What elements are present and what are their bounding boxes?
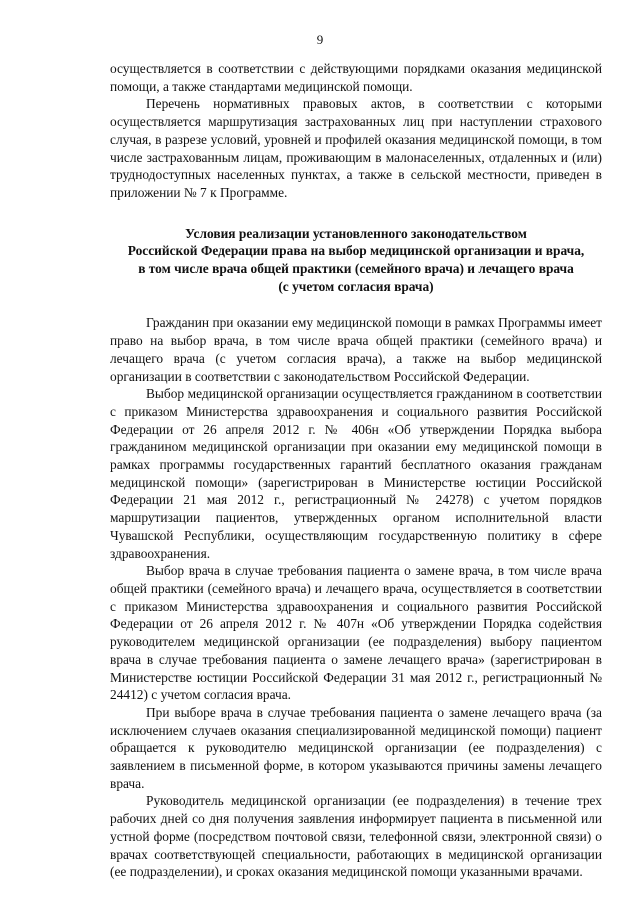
section-heading-line: Российской Федерации права на выбор медицинской организации и врача, [127,243,585,259]
intro-paragraph-continued: осуществляется в соответствии с действующими порядками оказания медицинской помощи, а также стандартами медицинской помощи. [110,61,602,94]
paragraph-replacement-request: При выборе врача в случае требования пациента о замене лечащего врача (за исключением случаев оказания специализированной медицинской помощи) пациент обращается к руководителю медицинской организации (ее подразделения) с заявлением в письменной форме, в котором указываются причины замены лечащего врача. [110,704,602,791]
paragraph-right-to-choose: Гражданин при оказании ему медицинской помощи в рамках Программы имеет право на выбор врача, в том числе врача общей практики (семейного врача) и лечащего врача (с учетом согласия врача), а также на выбор медицинской организации в соответствии с законодательством Российской Федерации. [110,315,602,384]
page-number: 9 [316,32,324,47]
intro-paragraph-routing-acts: Перечень нормативных правовых актов, в соответствии с которыми осуществляется маршрутизация застрахованных лиц при наступлении страхового случая, в разрезе условий, уровней и профилей оказания медицинской помощи, в том числе застрахованным лицам, проживающим в малонаселенных, отдаленных и (или) труднодоступных населенных пунктах, а также в сельской местности, приведен в приложении № 7 к Программе. [110,96,602,200]
paragraph-choice-of-doctor: Выбор врача в случае требования пациента о замене врача, в том числе врача общей практики (семейного врача) и лечащего врача, осуществляется в соответствии с приказом Министерства здравоохранения и социального развития Российской Федерации от 26 апреля 2012 г. № 407н «Об утверждении Порядка содействия руководителем медицинской организации (ее подразделения) выбору пациентом врача в случае требования пациента о замене лечащего врача» (зарегистрирован в Министерстве юстиции Российской Федерации 31 мая 2012 г., регистрационный № 24412) с учетом согласия врача. [110,563,602,703]
section-heading [110,225,602,296]
paragraph-head-informs-patient: Руководитель медицинской организации (ее подразделения) в течение трех рабочих дней со дня получения заявления информирует пациента в письменной или устной форме (посредством почтовой связи, телефонной связи, электронной связи) о врачах соответствующей специальности, работающих в медицинской организации (ее подразделении), и сроках оказания медицинской помощи указанными врачами. [110,793,602,880]
document-body [110,60,602,881]
section-heading-line: Условия реализации установленного законодательством [185,225,527,241]
paragraph-choice-of-organization: Выбор медицинской организации осуществляется гражданином в соответствии с приказом Министерства здравоохранения и социального развития Российской Федерации от 26 апреля 2012 г. № 406н «Об утверждении Порядка выбора гражданином медицинской организации при оказании ему медицинской помощи в рамках программы государственных гарантий бесплатного оказания гражданам медицинской помощи» (зарегистрирован в Министерстве юстиции Российской Федерации 21 мая 2012 г., регистрационный № 24278) с учетом порядков маршрутизации пациентов, утвержденных органом исполнительной власти Чувашской Республики, осуществляющим государственную политику в сфере здравоохранения. [110,386,602,561]
section-heading-line: в том числе врача общей практики (семейного врача) и лечащего врача [138,261,574,277]
section-heading-line: (с учетом согласия врача) [278,278,434,294]
